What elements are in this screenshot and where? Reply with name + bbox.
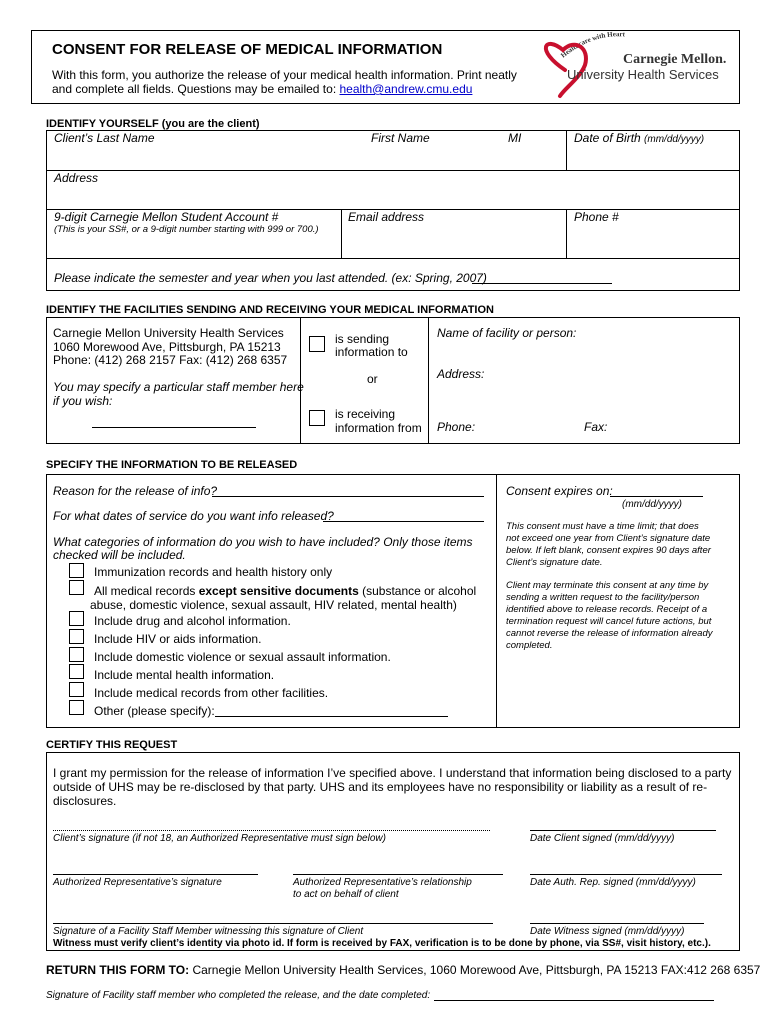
other-field[interactable] bbox=[215, 716, 448, 717]
certify-para-1: I grant my permission for the release of information I’ve specified above. I understand that information being disclosed to a party bbox=[53, 766, 732, 780]
dob-format: (mm/dd/yyyy) bbox=[644, 134, 705, 145]
all-records-text: All medical records bbox=[94, 584, 199, 598]
date-client-field[interactable] bbox=[530, 830, 716, 831]
dob-text: Date of Birth bbox=[574, 131, 641, 145]
facility-phone-label[interactable]: Phone: bbox=[437, 420, 476, 434]
divider bbox=[566, 130, 567, 170]
other-facilities-label: Include medical records from other facilities. bbox=[94, 686, 329, 700]
time-limit-1: This consent must have a time limit; that does bbox=[506, 521, 699, 532]
other-checkbox[interactable] bbox=[69, 700, 84, 715]
categories-label-1: What categories of information do you wish to have included? Only those items bbox=[53, 535, 473, 549]
terminate-2: sending a written request to the facility/person bbox=[506, 592, 700, 603]
certify-para-2: outside of UHS may be re-disclosed by that party. UHS and its employees have no responsibility or liability as a result of re- bbox=[53, 780, 708, 794]
terminate-4: termination request will cancel future actions, but bbox=[506, 616, 712, 627]
time-limit-3: below. If left blank, consent expires 90 days after bbox=[506, 545, 711, 556]
reason-field[interactable] bbox=[212, 496, 484, 497]
divider bbox=[46, 170, 740, 171]
dob-label[interactable] bbox=[574, 131, 704, 147]
address-label[interactable]: Address bbox=[54, 171, 99, 185]
terminate-1: Client may terminate this consent at any time by bbox=[506, 580, 709, 591]
terminate-3: identified above to release records. Receipt of a bbox=[506, 604, 708, 615]
uhs-address: 1060 Morewood Ave, Pittsburgh, PA 15213 bbox=[53, 340, 281, 354]
date-witness-label: Date Witness signed (mm/dd/yyyy) bbox=[530, 926, 685, 937]
auth-rep-signature-field[interactable] bbox=[53, 874, 258, 875]
email-link[interactable]: health@andrew.cmu.edu bbox=[339, 82, 473, 96]
all-records-checkbox[interactable] bbox=[69, 580, 84, 595]
facilities-heading: IDENTIFY THE FACILITIES SENDING AND RECEIVING YOUR MEDICAL INFORMATION bbox=[46, 304, 494, 316]
mental-label: Include mental health information. bbox=[94, 668, 275, 682]
consent-expires-label: Consent expires on: bbox=[506, 484, 613, 498]
staff-completed-label: Signature of Facility staff member who completed the release, and the date completed: bbox=[46, 990, 431, 1001]
all-records-text-b: (substance or alcohol bbox=[358, 584, 477, 598]
identify-heading: IDENTIFY YOURSELF (you are the client) bbox=[46, 118, 260, 130]
student-account-note: (This is your SS#, or a 9-digit number starting with 999 or 700.) bbox=[54, 224, 319, 235]
date-client-label: Date Client signed (mm/dd/yyyy) bbox=[530, 833, 675, 844]
witness-signature-field[interactable] bbox=[53, 923, 493, 924]
staff-member-field[interactable] bbox=[92, 427, 256, 428]
dv-checkbox[interactable] bbox=[69, 647, 84, 662]
auth-rep-signature-label: Authorized Representative’s signature bbox=[53, 877, 222, 888]
all-records-label bbox=[94, 584, 476, 598]
certify-para-3: disclosures. bbox=[53, 794, 117, 808]
return-address: Carnegie Mellon University Health Services, 1060 Morewood Ave, Pittsburgh, PA 15213 FAX:412 268 6357 bbox=[189, 963, 761, 977]
divider bbox=[566, 209, 567, 258]
witness-note: Witness must verify client’s identity via photo id. If form is received by FAX, verification is to be done by phone, via SS#, visit history, etc.). bbox=[53, 938, 711, 949]
hiv-label: Include HIV or aids information. bbox=[94, 632, 262, 646]
all-records-bold: except sensitive documents bbox=[198, 584, 359, 598]
logo-name: Carnegie Mellon. bbox=[623, 52, 727, 67]
intro-line-1: With this form, you authorize the release of your medical health information. Print neatly bbox=[52, 68, 517, 82]
mi-label[interactable]: MI bbox=[508, 131, 522, 145]
all-records-label-2: abuse, domestic violence, sexual assault, HIV related, mental health) bbox=[90, 598, 457, 612]
return-label: RETURN THIS FORM TO: bbox=[46, 963, 190, 977]
drug-checkbox[interactable] bbox=[69, 611, 84, 626]
divider bbox=[341, 209, 342, 258]
time-limit-4: Client’s signature date. bbox=[506, 557, 603, 568]
intro-line-2 bbox=[52, 82, 472, 96]
client-signature-label: Client’s signature (if not 18, an Authorized Representative must sign below) bbox=[53, 833, 386, 844]
release-heading: SPECIFY THE INFORMATION TO BE RELEASED bbox=[46, 459, 298, 471]
divider bbox=[428, 317, 429, 444]
terminate-6: completed. bbox=[506, 640, 553, 651]
mental-checkbox[interactable] bbox=[69, 664, 84, 679]
receiving-checkbox[interactable] bbox=[309, 410, 325, 426]
immunization-label: Immunization records and health history only bbox=[94, 565, 333, 579]
divider bbox=[46, 258, 740, 259]
dates-label: For what dates of service do you want info released? bbox=[53, 509, 334, 523]
uhs-logo bbox=[535, 30, 735, 100]
categories-label-2: checked will be included. bbox=[53, 548, 186, 562]
dv-label: Include domestic violence or sexual assault information. bbox=[94, 650, 391, 664]
facility-fax-label[interactable]: Fax: bbox=[584, 420, 608, 434]
semester-field[interactable] bbox=[472, 283, 612, 284]
phone-label[interactable]: Phone # bbox=[574, 210, 619, 224]
staff-completed-field[interactable] bbox=[434, 1000, 714, 1001]
reason-label: Reason for the release of info? bbox=[53, 484, 218, 498]
receiving-label-1: is receiving bbox=[335, 407, 396, 421]
consent-expires-field[interactable] bbox=[610, 496, 703, 497]
receiving-label-2: information from bbox=[335, 421, 422, 435]
other-label: Other (please specify): bbox=[94, 704, 215, 718]
student-account-label[interactable]: 9-digit Carnegie Mellon Student Account # bbox=[54, 210, 279, 224]
auth-rep-relationship-field[interactable] bbox=[293, 874, 503, 875]
email-field-label[interactable]: Email address bbox=[348, 210, 425, 224]
intro-text: and complete all fields. Questions may be emailed to: bbox=[52, 82, 340, 96]
other-facilities-checkbox[interactable] bbox=[69, 682, 84, 697]
last-name-label[interactable]: Client’s Last Name bbox=[54, 131, 155, 145]
semester-label: Please indicate the semester and year when you last attended. (ex: Spring, 2007) bbox=[54, 271, 487, 285]
terminate-5: cannot reverse the release of information already bbox=[506, 628, 713, 639]
sending-label-1: is sending bbox=[335, 332, 390, 346]
witness-signature-label: Signature of a Facility Staff Member witnessing this signature of Client bbox=[53, 926, 364, 937]
uhs-phone: Phone: (412) 268 2157 Fax: (412) 268 6357 bbox=[53, 353, 288, 367]
staff-label-1: You may specify a particular staff member here bbox=[53, 380, 304, 394]
uhs-name: Carnegie Mellon University Health Services bbox=[53, 326, 284, 340]
client-signature-field[interactable] bbox=[53, 830, 490, 831]
time-limit-2: not exceed one year from Client’s signature date bbox=[506, 533, 711, 544]
logo-sub: University Health Services bbox=[567, 67, 719, 82]
date-witness-field[interactable] bbox=[530, 923, 704, 924]
date-auth-field[interactable] bbox=[530, 874, 722, 875]
facility-name-label[interactable]: Name of facility or person: bbox=[437, 326, 577, 340]
auth-rep-relationship-label-1: Authorized Representative’s relationship bbox=[293, 877, 472, 888]
date-auth-label: Date Auth. Rep. signed (mm/dd/yyyy) bbox=[530, 877, 696, 888]
drug-label: Include drug and alcohol information. bbox=[94, 614, 291, 628]
facility-address-label[interactable]: Address: bbox=[437, 367, 485, 381]
first-name-label[interactable]: First Name bbox=[371, 131, 430, 145]
hiv-checkbox[interactable] bbox=[69, 629, 84, 644]
divider bbox=[496, 474, 497, 728]
page-title: CONSENT FOR RELEASE OF MEDICAL INFORMATION bbox=[52, 41, 443, 58]
staff-label-2: if you wish: bbox=[53, 394, 113, 408]
or-label: or bbox=[367, 372, 378, 386]
consent-format: (mm/dd/yyyy) bbox=[622, 499, 682, 510]
certify-heading: CERTIFY THIS REQUEST bbox=[46, 739, 178, 751]
logo-arc-text: Healthcare with Heart bbox=[559, 30, 626, 60]
return-line bbox=[46, 963, 760, 977]
immunization-checkbox[interactable] bbox=[69, 563, 84, 578]
auth-rep-relationship-label-2: to act on behalf of client bbox=[293, 889, 399, 900]
dates-field[interactable] bbox=[323, 521, 484, 522]
sending-checkbox[interactable] bbox=[309, 336, 325, 352]
sending-label-2: information to bbox=[335, 345, 408, 359]
